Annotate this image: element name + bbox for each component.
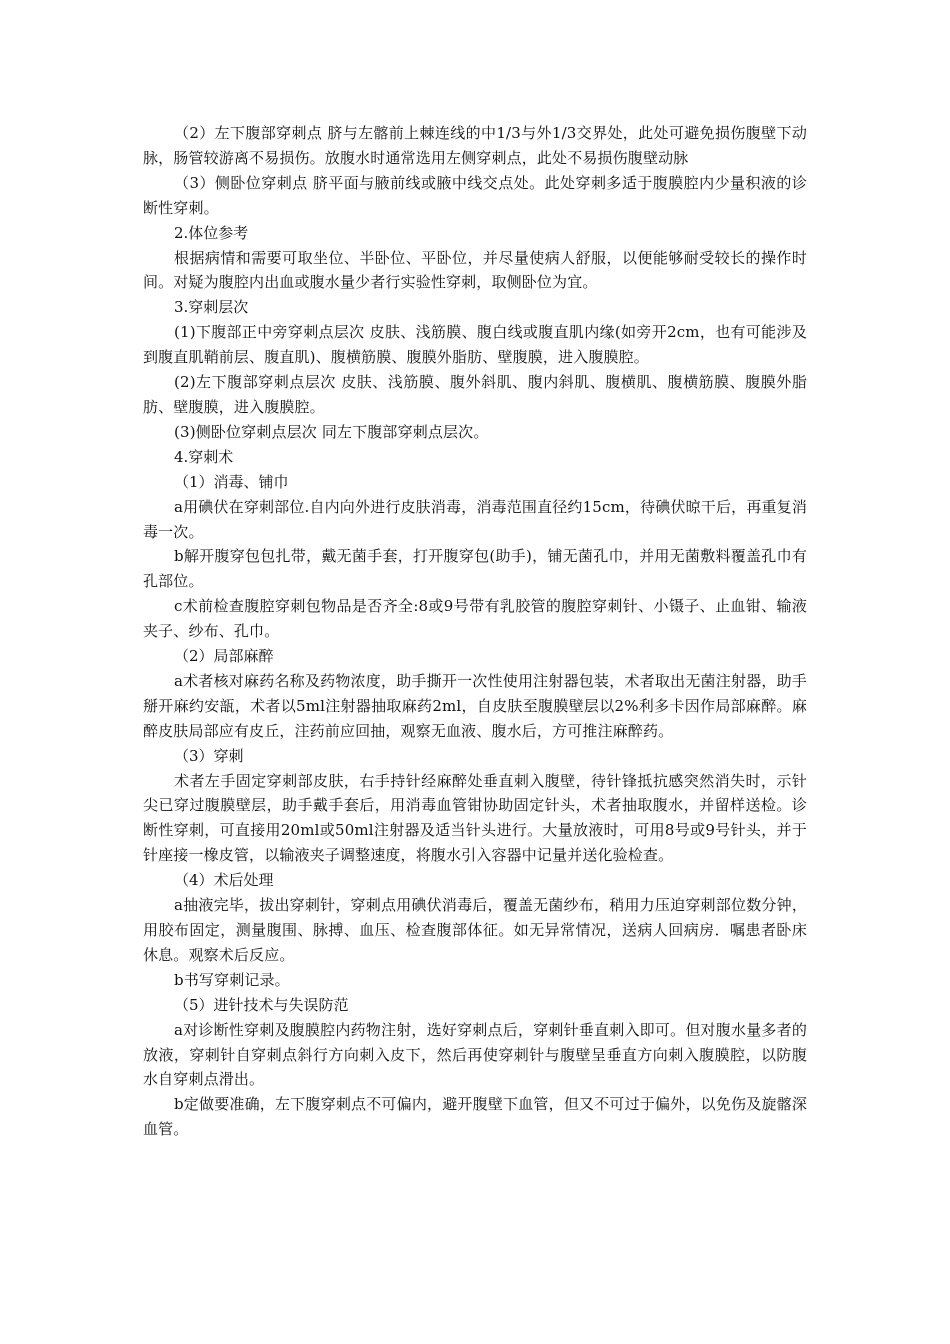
- paragraph-needle-technique-b: b定做要准确，左下腹穿刺点不可偏内，避开腹壁下血管，但又不可过于偏外，以免伤及旋髂深血管。: [143, 1095, 807, 1139]
- paragraph-layer-3: (3)侧卧位穿刺点层次 同左下腹部穿刺点层次。: [174, 422, 489, 441]
- document-body: [143, 121, 807, 1142]
- paragraph-lateral-position-site: （3）侧卧位穿刺点 脐平面与腋前线或腋中线交点处。此处穿刺多适于腹膜腔内少量积液的诊断性穿刺。: [143, 173, 807, 217]
- paragraph-needle-technique-a: a对诊断性穿刺及腹膜腔内药物注射，选好穿刺点后，穿刺针垂直刺入即可。但对腹水量多者的放液，穿刺针自穿刺点斜行方向刺入皮下，然后再使穿刺针与腹壁呈垂直方向刺入腹膜腔，以防腹水自穿刺点滑出。: [143, 1020, 807, 1089]
- section-heading-position: 2.体位参考: [174, 223, 249, 242]
- section-heading-procedure: 4.穿刺术: [174, 447, 234, 466]
- paragraph-postoperative-a: a抽液完毕，拔出穿刺针，穿刺点用碘伏消毒后，覆盖无菌纱布，稍用力压迫穿刺部位数分钟，用胶布固定，测量腹围、脉搏、血压、检查腹部体征。如无异常情况，送病人回病房．嘱患者卧床休息。观察术后反应。: [143, 896, 807, 964]
- paragraph-postoperative-b: b书写穿刺记录。: [174, 970, 290, 989]
- subheading-disinfection: （1）消毒、铺巾: [174, 472, 289, 491]
- section-heading-layers: 3.穿刺层次: [174, 298, 249, 317]
- paragraph-layer-2: (2)左下腹部穿刺点层次 皮肤、浅筋膜、腹外斜肌、腹内斜肌、腹横肌、腹横筋膜、腹膜外脂肪、壁腹膜，进入腹膜腔。: [143, 373, 807, 416]
- subheading-anesthesia: （2）局部麻醉: [174, 647, 274, 666]
- subheading-needle-technique: （5）进针技术与失误防范: [174, 995, 349, 1014]
- paragraph-left-lower-abdomen-site: （2）左下腹部穿刺点 脐与左髂前上棘连线的中1/3与外1/3交界处，此处可避免损伤腹壁下动脉，肠管较游离不易损伤。放腹水时通常选用左侧穿刺点，此处不易损伤腹壁动脉: [143, 124, 807, 167]
- subheading-postoperative: （4）术后处理: [174, 871, 274, 890]
- paragraph-disinfection-b: b解开腹穿包包扎带，戴无菌手套，打开腹穿包(助手)，铺无菌孔巾，并用无菌敷料覆盖孔巾有孔部位。: [143, 547, 807, 591]
- subheading-puncture: （3）穿刺: [174, 746, 244, 765]
- paragraph-anesthesia-a: a术者核对麻药名称及药物浓度，助手撕开一次性使用注射器包装，术者取出无菌注射器，助手掰开麻约安瓿，术者以5ml注射器抽取麻药2ml，自皮肤至腹膜壁层以2%利多卡因作局部麻醉。麻醉皮肤局部应有皮丘，注药前应回抽，观察无血液、腹水后，方可推注麻醉药。: [143, 671, 807, 740]
- paragraph-disinfection-a: a用碘伏在穿刺部位.自内向外进行皮肤消毒，消毒范围直径约15cm，待碘伏晾干后，再重复消毒一次。: [143, 497, 807, 541]
- paragraph-puncture: 术者左手固定穿刺部皮肤，右手持针经麻醉处垂直刺入腹壁，待针锋抵抗感突然消失时，示针尖已穿过腹膜壁层，助手戴手套后，用消毒血管钳协助固定针头，术者抽取腹水，并留样送检。诊断性穿刺，可直接用20ml或50ml注射器及适当针头进行。大量放液时，可用8号或9号针头，并于针座接一橡皮管，以输液夹子调整速度，将腹水引入容器中记量并送化验检查。: [143, 771, 807, 865]
- paragraph-layer-1: (1)下腹部正中旁穿刺点层次 皮肤、浅筋膜、腹白线或腹直肌内缘(如旁开2cm，也有可能涉及到腹直肌鞘前层、腹直肌)、腹横筋膜、腹膜外脂肪、壁腹膜，进入腹膜腔。: [143, 323, 807, 367]
- paragraph-position-reference: 根据病情和需要可取坐位、半卧位、平卧位，并尽量使病人舒服，以便能够耐受较长的操作时间。对疑为腹腔内出血或腹水量少者行实验性穿刺，取侧卧位为宜。: [143, 248, 807, 292]
- paragraph-disinfection-c: c术前检查腹腔穿刺包物品是否齐全:8或9号带有乳胶管的腹腔穿刺针、小镊子、止血钳、输液夹子、纱布、孔巾。: [143, 597, 807, 641]
